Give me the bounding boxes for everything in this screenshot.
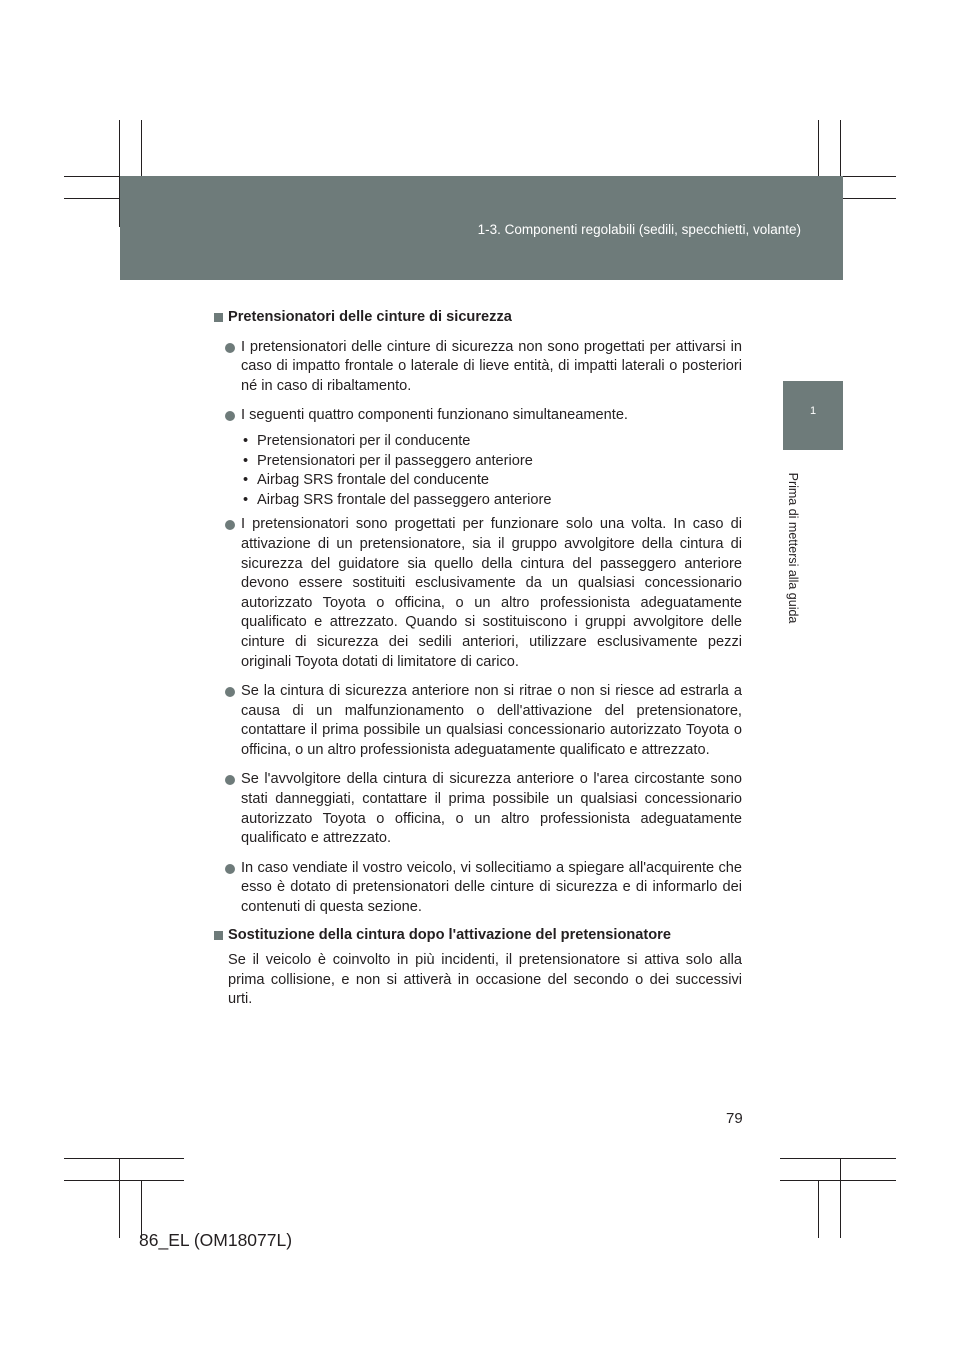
circle-bullet-icon [225, 775, 235, 785]
body-paragraph: Se il veicolo è coinvolto in più incidenti, il pretensionatore si attiva solo alla prima collisione, e non si attiverà in occasione del secondo o dei successivi urti. [228, 952, 742, 1008]
heading-text: Pretensionatori delle cinture di sicurezza [228, 309, 512, 325]
section-title: 1-3. Componenti regolabili (sedili, specchietti, volante) [477, 222, 801, 237]
chapter-label-text: Prima di mettersi alla guida [786, 472, 800, 624]
document-code: 86_EL (OM18077L) [139, 1230, 293, 1250]
crop-mark [64, 1158, 184, 1159]
component-list [212, 432, 742, 510]
crop-mark [840, 1158, 841, 1238]
chapter-label [782, 462, 804, 634]
square-bullet-icon [214, 313, 223, 322]
crop-mark [780, 1158, 896, 1159]
circle-bullet-icon [225, 343, 235, 353]
bullet-text: In caso vendiate il vostro veicolo, vi sollecitiamo a spiegare all'acquirente che esso è dotato di pretensionatori delle cinture di sicurezza e di informarlo dei contenuti di questa sezione. [241, 859, 742, 916]
dot-bullet-icon: • [243, 491, 249, 508]
dot-bullet-icon: • [243, 472, 249, 489]
list-item [241, 432, 742, 452]
bullet-text: I seguenti quattro componenti funzionano simultaneamente. [241, 407, 628, 424]
square-bullet-icon [214, 931, 223, 940]
page-number: 79 [726, 1110, 743, 1127]
chapter-number: 1 [809, 405, 817, 417]
list-item-text: Airbag SRS frontale del passeggero anteriore [257, 491, 552, 508]
bullet-item [212, 859, 742, 918]
bullet-item [212, 406, 742, 426]
dot-bullet-icon: • [243, 432, 249, 449]
circle-bullet-icon [225, 520, 235, 530]
list-item [241, 452, 742, 472]
bullet-item [212, 515, 742, 672]
crop-mark [119, 1158, 120, 1238]
section-header-band [120, 176, 843, 280]
bullet-item [212, 770, 742, 848]
bullet-text: I pretensionatori sono progettati per funzionare solo una volta. In caso di attivazione di un pretensionatore, sia il gruppo avvolgitore della cintura di sicurezza del guidatore sia quello della cintura del passeggero anteriore devono essere sostituiti esclusivamente da un qualsiasi concessionario autorizzato Toyota o officina, o un altro professionista adeguatamente qualificato e attrezzato. Quando si sostituiscono i gruppi avvolgitore delle cinture di sicurezza dei sedili anteriori, utilizzare esclusivamente pezzi originali Toyota dotati di limitatore di carico. [241, 516, 742, 670]
dot-bullet-icon: • [243, 452, 249, 469]
list-item-text: Pretensionatori per il conducente [257, 432, 471, 449]
bullet-item [212, 682, 742, 760]
list-item-text: Pretensionatori per il passeggero anteriore [257, 452, 533, 469]
list-item [241, 471, 742, 491]
crop-mark [64, 1180, 184, 1181]
circle-bullet-icon [225, 864, 235, 874]
crop-mark [780, 1180, 896, 1181]
heading-text: Sostituzione della cintura dopo l'attivazione del pretensionatore [228, 926, 671, 943]
main-content [212, 308, 742, 1010]
crop-mark [818, 1180, 819, 1238]
bullet-text: Se l'avvolgitore della cintura di sicurezza anteriore o l'area circostante sono stati danneggiati, contattare il prima possibile un qualsiasi concessionario autorizzato Toyota o officina, o un altro professionista adeguatamente qualificato e attrezzato. [241, 771, 742, 847]
list-item-text: Airbag SRS frontale del conducente [257, 472, 490, 489]
bullet-text: I pretensionatori delle cinture di sicurezza non sono progettati per attivarsi in caso di impatto frontale o laterale di lieve entità, di impatti laterali o posteriori né in caso di ribaltamento. [241, 338, 742, 394]
section-heading [212, 308, 742, 328]
bullet-text: Se la cintura di sicurezza anteriore non si ritrae o non si riesce ad estrarla a causa di un malfunzionamento o dell'attivazione del pretensionatore, contattare il prima possibile un qualsiasi concessionario autorizzato Toyota o officina, o un altro professionista adeguatamente qualificato e attrezzato. [241, 683, 742, 758]
circle-bullet-icon [225, 687, 235, 697]
bullet-item [212, 338, 742, 397]
section-heading [212, 926, 742, 946]
chapter-tab [783, 381, 843, 450]
circle-bullet-icon [225, 411, 235, 421]
list-item [241, 491, 742, 511]
